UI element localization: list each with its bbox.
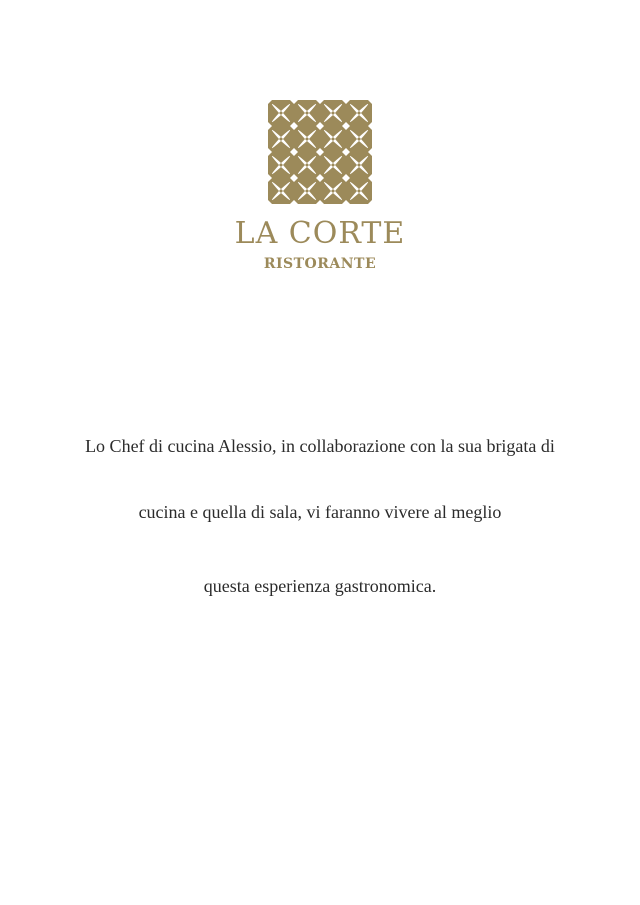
brand-subtitle: RISTORANTE	[263, 256, 377, 272]
restaurant-logo	[0, 100, 640, 274]
intro-line-1: Lo Chef di cucina Alessio, in collaborazione con la sua brigata di	[85, 436, 555, 456]
brand-name: LA CORTE	[234, 216, 406, 251]
intro-line-3: questa esperienza gastronomica.	[203, 576, 437, 596]
lattice-pattern-icon	[268, 100, 372, 204]
intro-line-2: cucina e quella di sala, vi faranno vivere al meglio	[138, 502, 502, 522]
